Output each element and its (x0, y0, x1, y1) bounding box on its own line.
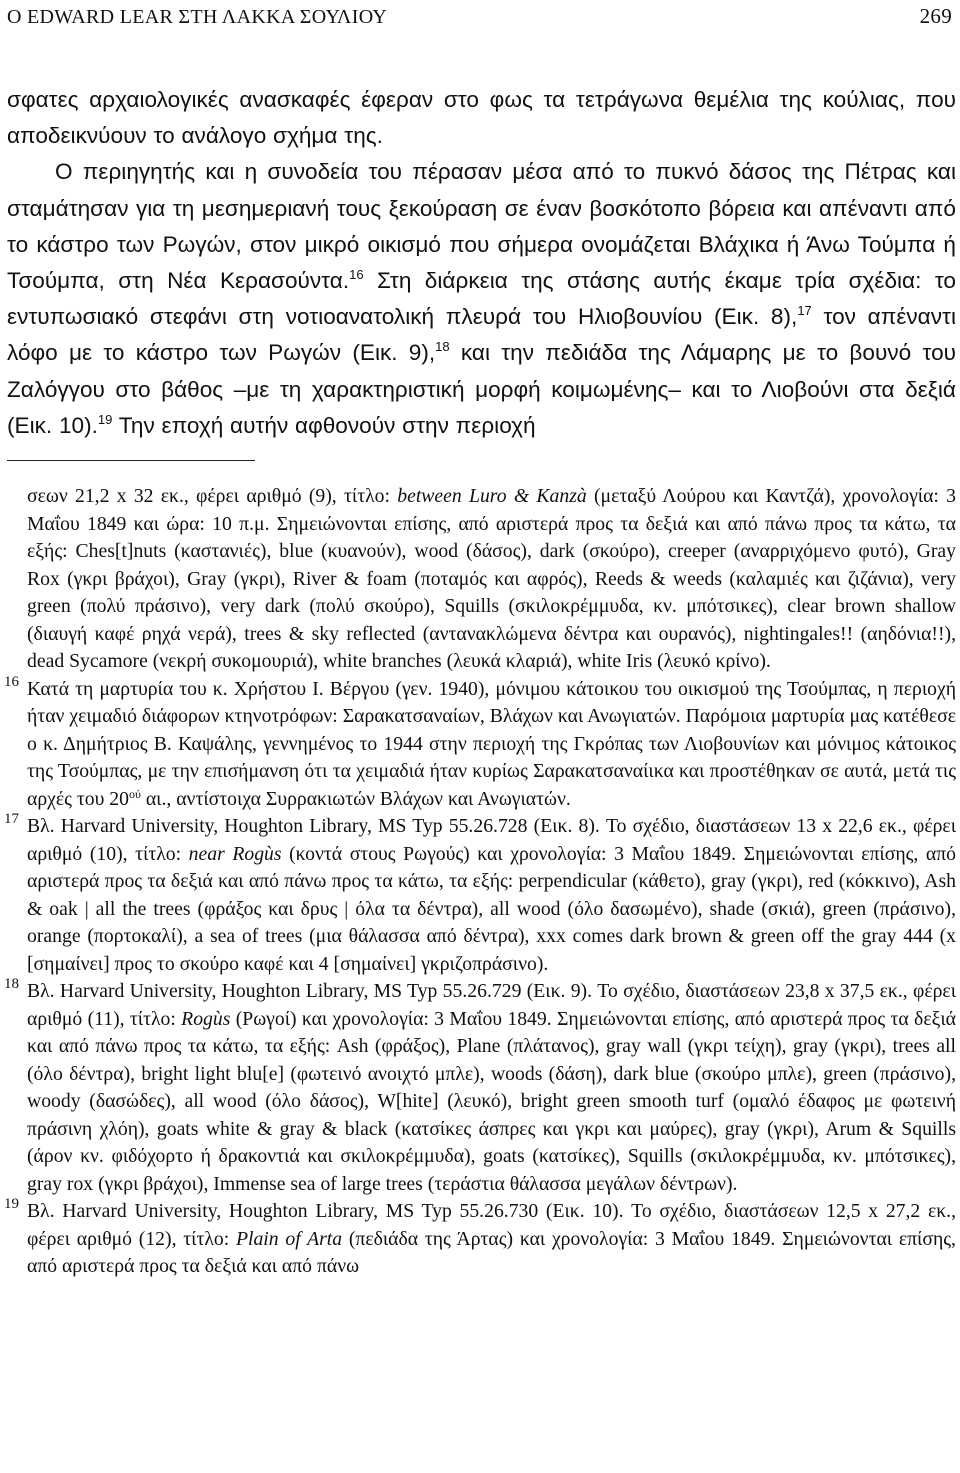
paragraph-2-part-c: τον απέναντι λόφο με το κάστρο των Ρωγών (Εικ. 9), (7, 304, 956, 366)
footnote-19-text-a: Βλ. Harvard University, Houghton Library, MS Typ 55.26.730 (Εικ. 10). Το σχέδιο, διαστάσεων 12,5 x 27,2 εκ., φέρει αριθμό (12), τίτλο: (27, 1200, 956, 1250)
footnote-17-title: near Rogùs (188, 842, 282, 865)
footnote-18-title: Rogùs (181, 1007, 231, 1030)
paragraph-2-part-e: Την εποχή αυτήν αφθονούν στην περιοχή (112, 412, 536, 438)
footnote-17-text-b: (κοντά στους Ρωγούς) και χρονολογία: 3 Μαΐου 1849. Σημειώνονται επίσης, από αριστερά προς τα δεξιά και από πάνω προς τα κάτω, τα εξής: perpendicular (κάθετο), gray (γκρι), red (κόκκινο), Ash & oak | all the trees (φράξος και δρυς | όλα τα δέντρα), all wood (όλο δασωμένο), shade (σκιά), green (πράσινο), orange (πορτοκαλί), a sea of trees (μια θάλασσα από δέντρα), xxx comes dark brown & green off the gray 444 (x [σημαίνει] προς το σκούρο καφέ και 4 [σημαίνει] γκριζοπράσινο). (27, 842, 956, 975)
running-header (7, 0, 956, 48)
footnote-ref-18[interactable]: 18 (435, 339, 450, 355)
main-text (7, 82, 956, 444)
footnote-19-marker: 19 (4, 1196, 19, 1213)
footnote-19 (4, 1196, 956, 1281)
footnote-18-text-b: (Ρωγοί) και χρονολογία: 3 Μαΐου 1849. Σημειώνονται επίσης, από αριστερά προς τα δεξιά και από πάνω προς τα κάτω, τα εξής: Ash (φράξος), Plane (πλάτανος), gray wall (γκρι τείχη), gray (γκρι), trees all (όλο δέντρα), bright light blu[e] (φωτεινό ανοιχτό μπλε), woods (δάση), dark blue (σκούρο μπλε), green (πράσινο), woody (δασώδες), all wood (όλο δάσος), W[hite] (λευκό), bright green smooth turf (ομαλό έδαφος με φωτεινή πράσινη χλόη), goats white & gray & black (κατσίκες άσπρες και γκρι και μαύρες), gray (γκρι), Arum & Squills (άρον κν. φιδόχορτο ή δρακοντιά και σκιλοκρέμμυδα), goats (κατσίκες), Squills (σκιλοκρέμμυδα, κν. μπότσικες), gray rox (γκρι βράχοι), Immense sea of large trees (τεράστια θάλασσα μεγάλων δέντρων). (27, 1007, 956, 1195)
running-title: O EDWARD LEAR ΣΤΗ ΛΑΚΚΑ ΣΟΥΛΙΟΥ (7, 6, 388, 28)
footnote-15-continued (7, 483, 956, 676)
footnote-16-superscript: ού (128, 786, 141, 801)
paragraph-2-part-a: Ο περιηγητής και η συνοδεία του πέρασαν μέσα από το πυκνό δάσος της Πέτρας και σταμάτησαν για τη μεσημεριανή τους ξεκούραση σε έναν βοσκότοπο βόρεια και απέναντι από το κάστρο των Ρωγών, στον μικρό οικισμό που σήμερα ονομάζεται Βλάχικα ή Άνω Τούμπα ή Τσούμπα, στη Νέα Κερασούντα. (7, 159, 956, 294)
footnote-16-text-b: αι., αντίστοιχα Συρρακιωτών Βλάχων και Ανωγιατών. (140, 787, 571, 810)
footnote-separator (7, 460, 255, 461)
paragraph-2 (7, 154, 956, 444)
paragraph-2-part-d: και την πεδιάδα της Λάμαρης με το βουνό του Ζαλόγγου στο βάθος –με τη χαρακτηριστική μορφή κοιμωμένης– και το Λιοβούνι στα δεξιά (Εικ. 10). (7, 340, 956, 438)
footnote-17 (4, 811, 956, 978)
footnote-16-marker: 16 (4, 673, 19, 690)
footnote-19-text-b: (πεδιάδα της Άρτας) και χρονολογία: 3 Μαΐου 1849. Σημειώνονται επίσης, από αριστερά προς τα δεξιά και από πάνω (27, 1227, 956, 1278)
footnote-16-text-a: Κατά τη μαρτυρία του κ. Χρήστου Ι. Βέργου (γεν. 1940), μόνιμου κάτοικου του οικισμού της Τσούμπας, η περιοχή ήταν χειμαδιό διάφορων κτηνοτρόφων: Σαρακατσαναίων, Βλάχων και Ανωγιατών. Παρόμοια μαρτυρία μας κατέθεσε ο κ. Δημήτριος Β. Καψάλης, γεννημένος το 1944 στην περιοχή της Γκρόπας των Λιοβουνίων και μόνιμος κάτοικος της Τσούμπας, με την επισήμανση ότι τα χειμαδιά ήταν κυρίως Σαρακατσαναίικα και προστέθηκαν σε αυτά, μετά τις αρχές του 20 (27, 677, 956, 810)
page-number: 269 (919, 4, 952, 28)
footnote-18-text-a: Βλ. Harvard University, Houghton Library, MS Typ 55.26.729 (Εικ. 9). Το σχέδιο, διαστάσεων 23,8 x 37,5 εκ., φέρει αριθμό (11), τίτλο: (27, 980, 956, 1030)
footnote-15-title: between Luro & Kanzà (397, 485, 587, 508)
footnote-18-marker: 18 (4, 976, 19, 993)
footnote-ref-19[interactable]: 19 (97, 411, 113, 427)
footnote-18 (4, 976, 956, 1198)
footnote-15-text-b: (μεταξύ Λούρου και Καντζά), χρονολογία: 3 Μαΐου 1849 και ώρα: 10 π.μ. Σημειώνονται επίσης, από αριστερά προς τα δεξιά και από πάνω προς τα κάτω, τα εξής: Ches[t]nuts (καστανιές), blue (κυανούν), wood (δάσος), dark (σκούρο), creeper (αναρριχόμενο φυτό), Gray Rox (γκρι βράχοι), Gray (γκρι), River & foam (ποταμός και αφρός), Reeds & weeds (καλαμιές και ζιζάνια), very green (πολύ πράσινο), very dark (πολύ σκούρο), Squills (σκιλοκρέμμυδα, κν. μπότσικες), clear brown shallow (διαυγή καφέ ρηχά νερά), trees & sky reflected (αντανακλώμενα δέντρα και ουρανός), nightingales!! (αηδόνια!!), dead Sycamore (νεκρή συκομουριά), white branches (λευκά κλαριά), white Iris (λευκό κρίνο). (27, 485, 956, 673)
paragraph-1: σφατες αρχαιολογικές ανασκαφές έφεραν στο φως τα τετράγωνα θεμέλια της κούλιας, που αποδεικνύουν το ανάλογο σχήμα της. (7, 87, 956, 149)
footnote-19-title: Plain of Arta (235, 1227, 343, 1250)
footnote-15-text-a: σεων 21,2 x 32 εκ., φέρει αριθμό (9), τίτλο: (27, 485, 398, 508)
footnote-16 (4, 673, 956, 814)
footnote-17-text-a: Βλ. Harvard University, Houghton Library, MS Typ 55.26.728 (Εικ. 8). Το σχέδιο, διαστάσεων 13 x 22,6 εκ., φέρει αριθμό (10), τίτλο: (27, 815, 956, 865)
footnote-ref-16[interactable]: 16 (349, 267, 364, 283)
footnotes (4, 483, 956, 1281)
footnote-ref-17[interactable]: 17 (797, 303, 812, 319)
footnote-17-marker: 17 (4, 811, 19, 828)
paragraph-2-part-b: Στη διάρκεια της στάσης αυτής έκαμε τρία σχέδια: το εντυπωσιακό στεφάνι στη νοτιοανατολική πλευρά του Ηλιοβουνίου (Εικ. 8), (7, 268, 956, 330)
